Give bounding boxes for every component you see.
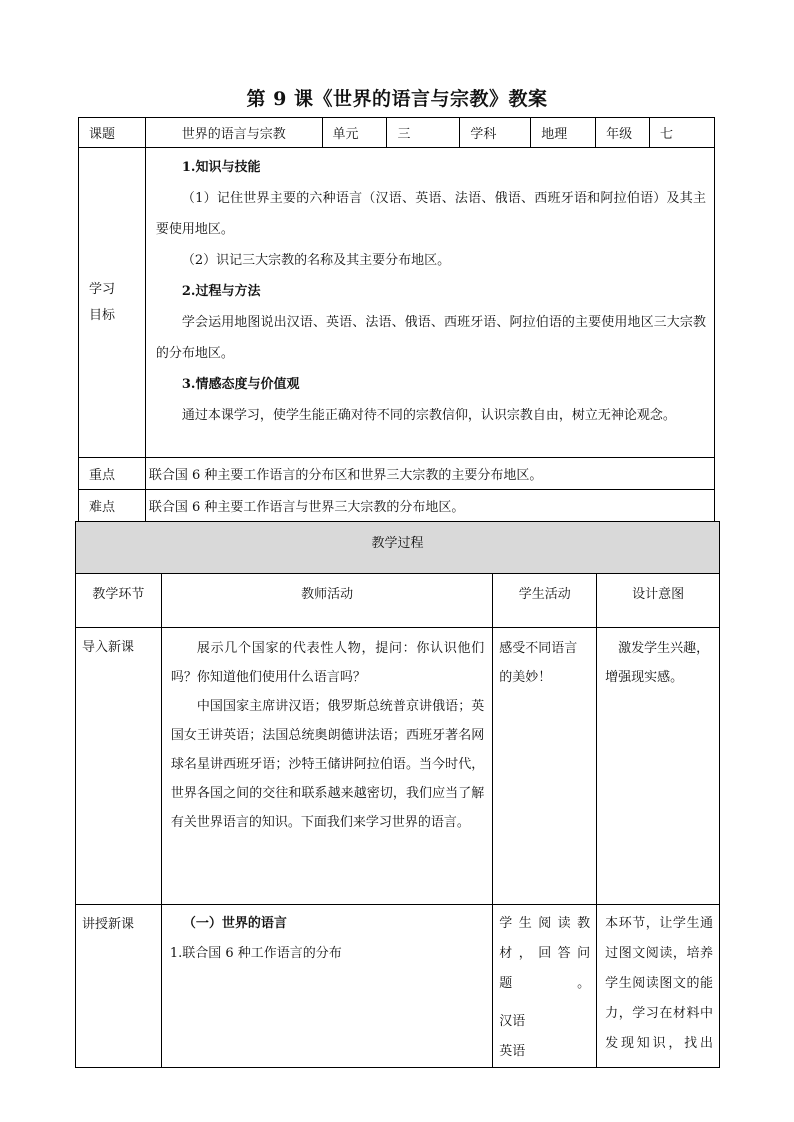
row2-teacher <box>161 905 492 1068</box>
goals-label <box>79 148 146 458</box>
row2-teacher-sub: 1.联合国 6 种工作语言的分布 <box>169 946 342 961</box>
row1-teacher-p1: 展示几个国家的代表性人物，提问：你认识他们吗？你知道他们使用什么语言吗？ <box>170 641 485 685</box>
goal1-item2: （2）识记三大宗教的名称及其主要分布地区。 <box>181 253 451 268</box>
grade-value: 七 <box>650 118 715 148</box>
row1-intent: 激发学生兴趣，增强现实感。 <box>597 628 720 905</box>
unit-value: 三 <box>387 118 460 148</box>
row1-student: 感受不同语言的美妙！ <box>493 628 597 905</box>
process-header: 教学过程 <box>76 522 720 574</box>
difficult-point-label: 难点 <box>79 490 146 522</box>
goal2-text: 学会运用地图说出汉语、英语、法语、俄语、西班牙语、阿拉伯语的主要使用地区三大宗教的分布地区。 <box>155 315 706 361</box>
topic-value: 世界的语言与宗教 <box>145 118 322 148</box>
row2-student-p1: 学生阅读教材，回答问题。 <box>499 916 591 991</box>
goal3-text: 通过本课学习，使学生能正确对待不同的宗教信仰，认识宗教自由，树立无神论观念。 <box>181 408 676 423</box>
grade-label: 年级 <box>596 118 650 148</box>
row2-intent <box>597 905 720 1068</box>
page-title: 第 9 课《世界的语言与宗教》教案 <box>246 88 548 110</box>
row1-teacher-p2: 中国国家主席讲汉语；俄罗斯总统普京讲俄语；英国女王讲英语；法国总统奥朗德讲法语；西班牙著名网球名星讲西班牙语；沙特王储讲阿拉伯语。当今时代，世界各国之间的交往和联系越来越密切，我们应当了解有关世界语言的知识。下面我们来学习世界的语言。 <box>170 699 485 830</box>
col-header-teacher: 教师活动 <box>161 574 492 628</box>
row2-student <box>493 905 597 1068</box>
row2-teacher-heading: （一）世界的语言 <box>182 916 287 931</box>
unit-label: 单元 <box>322 118 387 148</box>
subject-label: 学科 <box>460 118 531 148</box>
teaching-process-table <box>75 521 720 1068</box>
key-point-label: 重点 <box>79 458 146 490</box>
row2-stage: 讲授新课 <box>76 905 162 1068</box>
row1-teacher <box>161 628 492 905</box>
col-header-student: 学生活动 <box>493 574 597 628</box>
difficult-point-text: 联合国 6 种主要工作语言与世界三大宗教的分布地区。 <box>145 490 714 522</box>
goals-label-line2: 目标 <box>89 307 116 323</box>
row2-student-lang1: 汉语 <box>499 1014 526 1029</box>
goal1-heading: 1.知识与技能 <box>181 160 261 175</box>
row1-stage: 导入新课 <box>76 628 162 905</box>
col-header-intent: 设计意图 <box>597 574 720 628</box>
topic-label: 课题 <box>79 118 146 148</box>
row2-intent-text: 本环节，让学生通过图文阅读，培养学生阅读图文的能力，学习在材料中发现知识，找出 <box>605 916 713 1051</box>
goal3-heading: 3.情感态度与价值观 <box>181 377 300 392</box>
goals-content <box>145 148 714 458</box>
lesson-info-table <box>78 117 715 522</box>
key-point-text: 联合国 6 种主要工作语言的分布区和世界三大宗教的主要分布地区。 <box>145 458 714 490</box>
col-header-stage: 教学环节 <box>76 574 162 628</box>
goal1-item1: （1）记住世界主要的六种语言（汉语、英语、法语、俄语、西班牙语和阿拉伯语）及其主要使用地区。 <box>155 191 706 237</box>
row2-student-lang2: 英语 <box>499 1044 526 1059</box>
goals-label-line1: 学习 <box>89 281 116 297</box>
goal2-heading: 2.过程与方法 <box>181 284 261 299</box>
subject-value: 地理 <box>531 118 596 148</box>
